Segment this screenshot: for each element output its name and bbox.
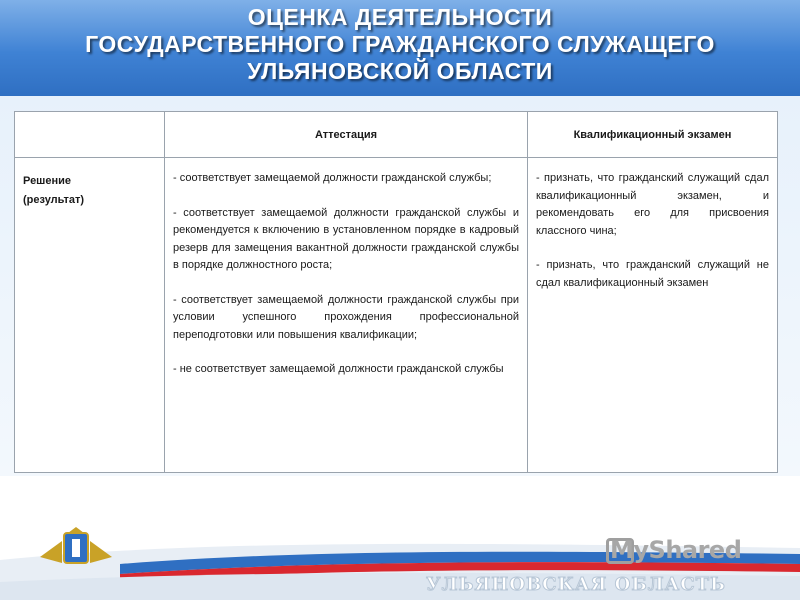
row-label bbox=[15, 158, 165, 473]
attestation-item: - соответствует замещаемой должности гражданской службы и рекомендуется к включению в установленном порядке в кадровый резерв для замещения вакантной должности гражданской службы в порядке должностного роста; bbox=[173, 206, 519, 271]
coat-of-arms-icon bbox=[34, 527, 118, 573]
exam-cell bbox=[528, 158, 778, 473]
exam-item: - признать, что гражданский служащий сдал квалификационный экзамен, и рекомендовать его для присвоения классного чина; bbox=[536, 172, 769, 237]
header-qualification-exam: Квалификационный экзамен bbox=[528, 112, 778, 158]
header-attestation: Аттестация bbox=[165, 112, 528, 158]
attestation-item: - не соответствует замещаемой должности гражданской службы bbox=[173, 363, 504, 375]
attestation-item: - соответствует замещаемой должности гражданской службы при условии успешного прохождения профессиональной переподготовки или повышения квалификации; bbox=[173, 293, 519, 341]
title-line-1: ОЦЕНКА ДЕЯТЕЛЬНОСТИ bbox=[247, 4, 553, 30]
evaluation-table bbox=[14, 111, 778, 473]
header-empty bbox=[15, 112, 165, 158]
table-header-row bbox=[15, 112, 778, 158]
page-title bbox=[0, 4, 800, 85]
title-line-3: УЛЬЯНОВСКОЙ ОБЛАСТИ bbox=[247, 58, 553, 84]
region-name: УЛЬЯНОВСКАЯ ОБЛАСТЬ bbox=[426, 574, 726, 595]
watermark-text: MyShared bbox=[610, 536, 742, 564]
table-row bbox=[15, 158, 778, 473]
attestation-item: - соответствует замещаемой должности гражданской службы; bbox=[173, 172, 492, 184]
exam-item: - признать, что гражданский служащий не сдал квалификационный экзамен bbox=[536, 259, 769, 289]
row-label-line-2: (результат) bbox=[23, 194, 85, 206]
attestation-cell bbox=[165, 158, 528, 473]
title-line-2: ГОСУДАРСТВЕННОГО ГРАЖДАНСКОГО СЛУЖАЩЕГО bbox=[85, 31, 715, 57]
row-label-line-1: Решение bbox=[23, 175, 71, 187]
